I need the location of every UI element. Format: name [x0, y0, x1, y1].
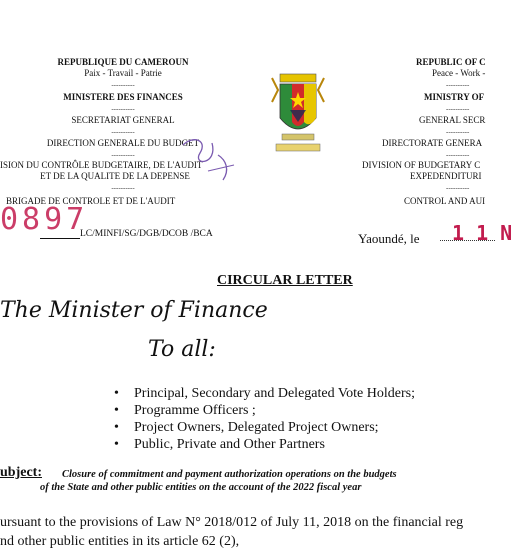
subject-line1: Closure of commitment and payment authorization operations on the budgets [62, 469, 397, 480]
left-secretariat: SECRETARIAT GENERAL [71, 115, 175, 125]
left-directorate: DIRECTION GENERALE DU BUDGET [46, 138, 200, 148]
right-directorate: DIRECTORATE GENERA [382, 138, 483, 148]
list-item: • Principal, Secondary and Delegated Vote Holders; [112, 385, 415, 402]
body-line1: ursuant to the provisions of Law N° 2018/012 of July 11, 2018 on the financial reg [0, 515, 464, 530]
separator: ---------- [446, 105, 470, 113]
coat-of-arms-emblem [266, 70, 330, 158]
sender: The Minister of Finance [0, 298, 268, 323]
body-line2: nd other public entities in its article 62 (2), [0, 534, 240, 549]
separator: ---------- [111, 184, 135, 192]
recipients-list [112, 385, 415, 453]
separator: ---------- [446, 151, 470, 159]
right-division-line2: EXPEDENDITURI [410, 171, 482, 181]
separator: ---------- [111, 151, 135, 159]
right-motto: Peace - Work - [432, 68, 486, 78]
subject-line2: of the State and other public entities on the account of the 2022 fiscal year [40, 482, 362, 493]
separator: ---------- [111, 128, 135, 136]
right-secretariat: GENERAL SECR [419, 115, 486, 125]
right-division-line1: DIVISION OF BUDGETARY C [362, 160, 481, 170]
separator: ---------- [111, 81, 135, 89]
list-item: • Public, Private and Other Partners [112, 436, 415, 453]
left-country: REPUBLIQUE DU CAMEROUN [57, 57, 189, 67]
right-brigade: CONTROL AND AUI [404, 196, 486, 206]
separator: ---------- [446, 81, 470, 89]
left-division-line1: ISION DU CONTRÔLE BUDGETAIRE, DE L'AUDIT [0, 160, 203, 170]
list-item: • Programme Officers ; [112, 402, 415, 419]
left-division-line2: ET DE LA QUALITE DE LA DEPENSE [40, 171, 190, 181]
reference-number: LC/MINFI/SG/DGB/DCOB /BCA [80, 229, 213, 239]
handwritten-initials [178, 135, 238, 187]
letter-type-title: CIRCULAR LETTER [217, 273, 353, 288]
stamp-number: 0897 [0, 202, 89, 237]
list-item: • Project Owners, Delegated Project Owners; [112, 419, 415, 436]
left-ministry: MINISTERE DES FINANCES [63, 92, 183, 102]
stamp-date: 1 1 N [452, 221, 512, 245]
addressee-heading: To all: [148, 337, 216, 362]
right-ministry: MINISTRY OF [424, 92, 485, 102]
separator: ---------- [111, 105, 135, 113]
left-motto: Paix - Travail - Patrie [84, 68, 162, 78]
left-brigade: BRIGADE DE CONTROLE ET DE L'AUDIT [6, 196, 176, 206]
place-date-label: Yaoundé, le [358, 231, 420, 246]
reference-underline [40, 238, 80, 239]
right-country: REPUBLIC OF C [416, 57, 486, 67]
subject-label: ubject: [0, 465, 42, 480]
separator: ---------- [446, 128, 470, 136]
separator: ---------- [446, 184, 470, 192]
